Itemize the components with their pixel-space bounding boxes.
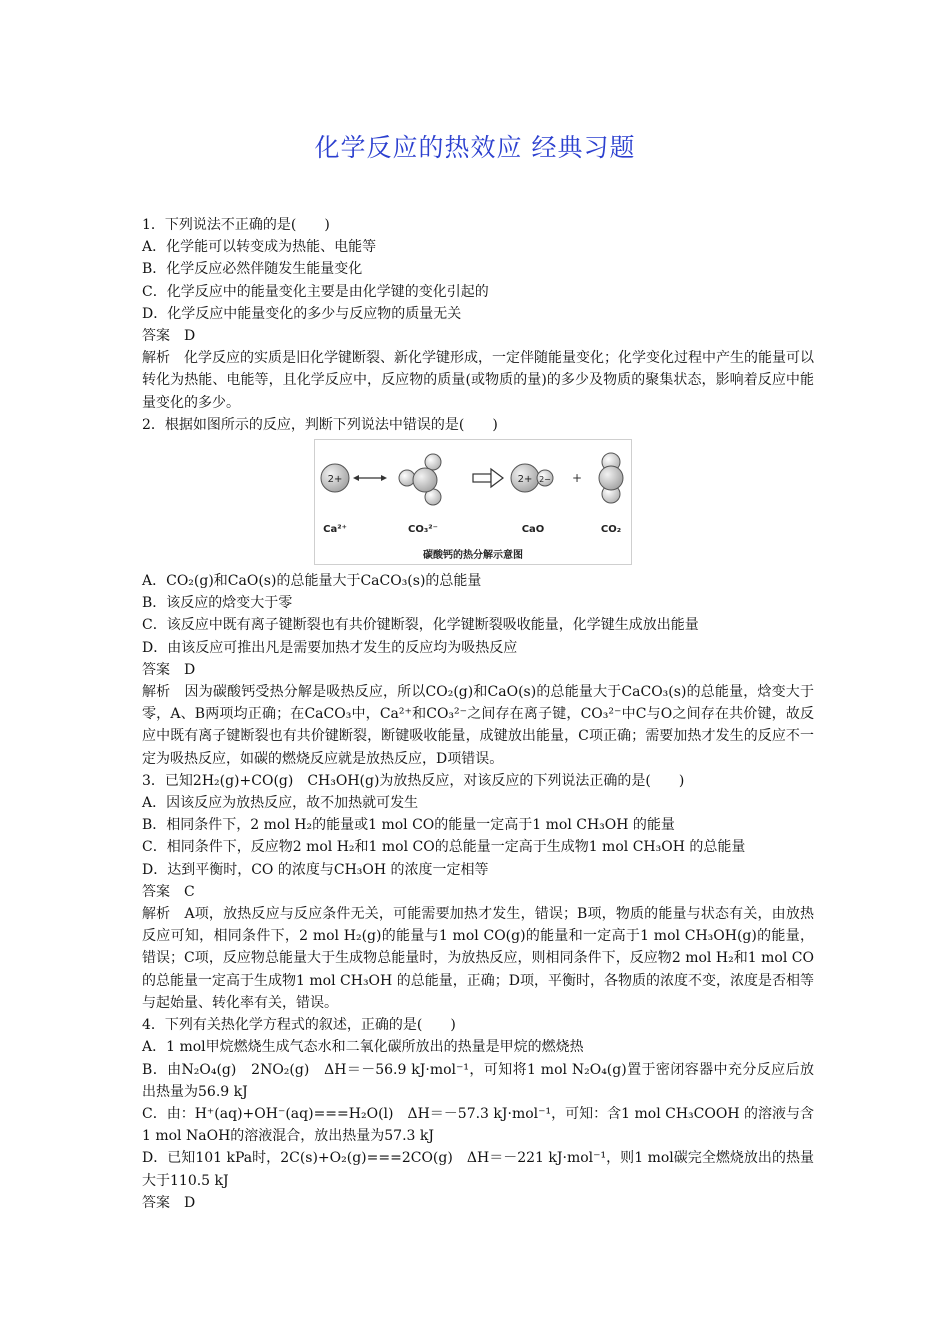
plus-sign: + (571, 471, 583, 486)
ionic-bond-arrow-left (353, 475, 359, 481)
q4-option-b: B．由N₂O₄(g) 2NO₂(g) ΔH＝－56.9 kJ·mol⁻¹，可知将1 mol N₂O₄(g)置于密闭容器中充分反应后放出热量为56.9 kJ (142, 1061, 814, 1100)
figure-container (314, 439, 634, 567)
q3-option-c: C．相同条件下，反应物2 mol H₂和1 mol CO的总能量一定高于生成物1 mol CH₃OH 的总能量 (142, 839, 746, 856)
q2-answer: 答案 D (142, 661, 196, 678)
ionic-bond-arrow-right (381, 475, 387, 481)
label-carbonate-ion: CO₃²⁻ (408, 524, 438, 536)
q1-option-b: B．化学反应必然伴随发生能量变化 (142, 261, 363, 278)
q3-answer: 答案 C (142, 883, 195, 900)
label-calcium-oxide: CaO (521, 524, 545, 536)
q2-option-d: D．由该反应可推出凡是需要加热才发生的反应均为吸热反应 (142, 639, 518, 656)
q4-stem: 4．下列有关热化学方程式的叙述，正确的是( ) (142, 1017, 456, 1034)
carbonate-carbon (413, 468, 437, 492)
q4-option-c: C．由：H⁺(aq)+OH⁻(aq)===H₂O(l) ΔH＝－57.3 kJ·mol⁻¹，可知：含1 mol CH₃COOH 的溶液与含1 mol NaOH的溶液混合，放出热量为57.3 kJ (142, 1105, 814, 1145)
cao-oxygen-charge: 2− (539, 475, 551, 485)
figure-caption: 碳酸钙的热分解示意图 (423, 550, 523, 562)
q4-option-d: D．已知101 kPa时，2C(s)+O₂(g)===2CO(g) ΔH＝－221 kJ·mol⁻¹，则1 mol碳完全燃烧放出的热量大于110.5 kJ (142, 1150, 814, 1189)
label-carbon-dioxide: CO₂ (600, 524, 622, 536)
q4-option-a: A．1 mol甲烷燃烧生成气态水和二氧化碳所放出的热量是甲烷的燃烧热 (142, 1039, 584, 1056)
q2-option-b: B．该反应的焓变大于零 (142, 595, 293, 612)
cao-calcium-charge: 2+ (517, 474, 533, 486)
q1-option-d: D．化学反应中能量变化的多少与反应物的质量无关 (142, 305, 462, 322)
co2-carbon (599, 466, 623, 490)
carbonate-oxygen-left (399, 470, 415, 486)
calcium-carbonate-decomposition-figure (314, 439, 632, 565)
q1-analysis: 解析 化学反应的实质是旧化学键断裂、新化学键形成，一定伴随能量变化；化学变化过程中产生的能量可以转化为热能、电能等，且化学反应中，反应物的质量(或物质的量)的多少及物质的聚集状态，影响着反应中能量变化的多少。 (142, 350, 814, 411)
document-body (142, 214, 814, 1214)
q3-option-b: B．相同条件下，2 mol H₂的能量或1 mol CO的能量一定高于1 mol CH₃OH 的能量 (142, 817, 675, 834)
q3-option-d: D．达到平衡时，CO 的浓度与CH₃OH 的浓度一定相等 (142, 861, 489, 878)
reaction-arrow-head (491, 469, 503, 487)
q1-option-a: A．化学能可以转变成为热能、电能等 (142, 239, 377, 256)
q1-answer: 答案 D (142, 328, 196, 345)
q1-stem: 1．下列说法不正确的是( ) (142, 217, 330, 233)
q3-analysis: 解析 A项，放热反应与反应条件无关，可能需要加热才发生，错误；B项，物质的能量与状态有关，由放热反应可知，相同条件下，2 mol H₂(g)的能量与1 mol CO(g)的能量和一定高于1 mol CH₃OH(g)的能量，错误；C项，反应物总能量大于生成物总能量时，为放热反应，则相同条件下，反应物2 mol H₂和1 mol CO的总能量一定高于生成物1 mol CH₃OH 的总能量，正确；D项，平衡时，各物质的浓度不变，浓度是否相等与起始量、转化率有关，错误。 (142, 906, 814, 1011)
carbonate-oxygen-top (425, 454, 441, 470)
figure-svg (315, 440, 631, 564)
q2-option-a: A．CO₂(g)和CaO(s)的总能量大于CaCO₃(s)的总能量 (142, 573, 482, 590)
q2-analysis: 解析 因为碳酸钙受热分解是吸热反应，所以CO₂(g)和CaO(s)的总能量大于CaCO₃(s)的总能量，焓变大于零，A、B两项均正确；在CaCO₃中，Ca²⁺和CO₃²⁻之间存在离子键，CO₃²⁻中C与O之间存在共价键，故反应中既有离子键断裂也有共价键断裂，断键吸收能量，成键放出能量，C项正确；需要加热才发生的反应不一定为吸热反应，如碳的燃烧反应就是放热反应，D项错误。 (142, 684, 814, 767)
q2-stem: 2．根据如图所示的反应，判断下列说法中错误的是( ) (142, 416, 498, 433)
calcium-ion-charge: 2+ (327, 474, 343, 486)
q4-answer: 答案 D (142, 1194, 196, 1211)
q3-option-a: A．因该反应为放热反应，故不加热就可发生 (142, 795, 419, 812)
q3-stem: 3．已知2H₂(g)+CO(g) CH₃OH(g)为放热反应，对该反应的下列说法正确的是( ) (142, 772, 685, 789)
reaction-arrow-body (473, 474, 491, 482)
q1-option-c: C．化学反应中的能量变化主要是由化学键的变化引起的 (142, 283, 489, 300)
document-title: 化学反应的热效应 经典习题 (314, 133, 636, 162)
q2-option-c: C．该反应中既有离子键断裂也有共价键断裂，化学键断裂吸收能量，化学键生成放出能量 (142, 617, 699, 634)
label-calcium-ion: Ca²⁺ (323, 524, 347, 536)
